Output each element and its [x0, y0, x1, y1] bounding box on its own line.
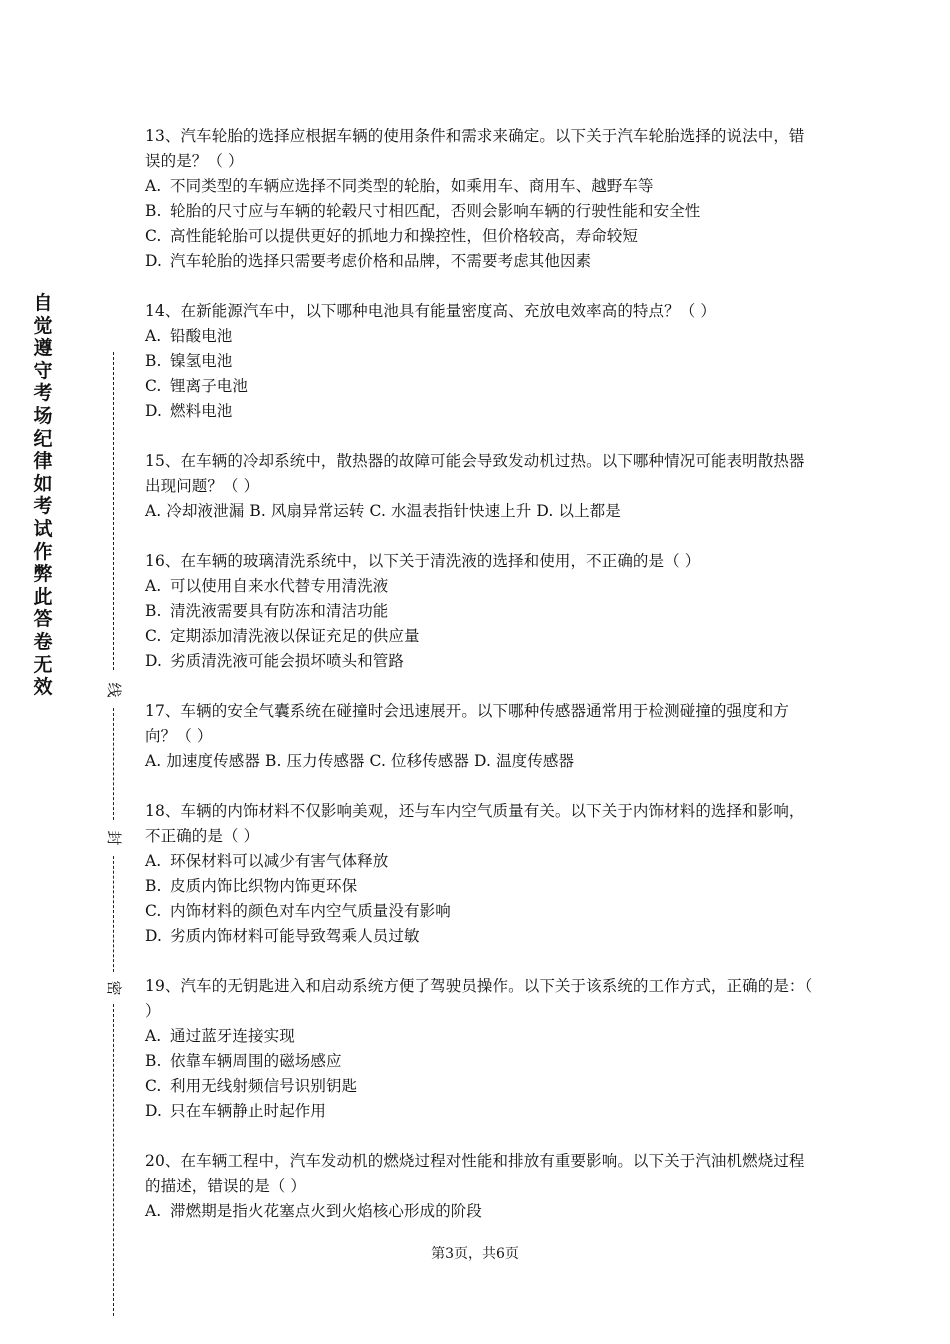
- binding-line-segment: [113, 708, 114, 820]
- option-b: [145, 1049, 820, 1074]
- option-letter: D.: [145, 927, 163, 945]
- option-c: [145, 224, 820, 249]
- option-text: 内饰材料的颜色对车内空气质量没有影响: [170, 902, 451, 920]
- question-14: [145, 299, 820, 424]
- option-text: 皮质内饰比织物内饰更环保: [170, 877, 358, 895]
- option-c: [145, 1074, 820, 1099]
- option-d: [145, 924, 820, 949]
- option-letter: C.: [145, 902, 162, 920]
- option-text: 铅酸电池: [170, 327, 233, 345]
- option-c: [145, 624, 820, 649]
- option-b: [145, 199, 820, 224]
- binding-line-segment: [113, 1004, 114, 1316]
- question-stem: 17、车辆的安全气囊系统在碰撞时会迅速展开。以下哪种传感器通常用于检测碰撞的强度和方向？（ ）: [145, 702, 789, 745]
- option-text: 轮胎的尺寸应与车辆的轮毂尺寸相匹配，否则会影响车辆的行驶性能和安全性: [170, 202, 701, 220]
- option-letter: A.: [145, 1202, 162, 1220]
- option-text: 环保材料可以减少有害气体释放: [170, 852, 389, 870]
- option-letter: D.: [145, 252, 163, 270]
- option-letter: A.: [145, 327, 162, 345]
- question-15: [145, 449, 820, 524]
- option-letter: A.: [145, 1027, 162, 1045]
- exam-discipline-notice: 自觉遵守考场纪律如考试作弊此答卷无效: [33, 292, 53, 699]
- binding-mark-mi: 密: [105, 980, 123, 996]
- option-letter: A.: [145, 577, 162, 595]
- option-text: 利用无线射频信号识别钥匙: [170, 1077, 358, 1095]
- binding-line-segment: [113, 856, 114, 972]
- option-text: 劣质清洗液可能会损坏喷头和管路: [170, 652, 405, 670]
- question-stem: 15、在车辆的冷却系统中，散热器的故障可能会导致发动机过热。以下哪种情况可能表明散热器出现问题？（ ）: [145, 452, 805, 495]
- option-c: [145, 899, 820, 924]
- question-13: [145, 124, 820, 274]
- question-16: [145, 549, 820, 674]
- option-c: [145, 374, 820, 399]
- option-letter: C.: [145, 627, 162, 645]
- inline-options: A. 加速度传感器 B. 压力传感器 C. 位移传感器 D. 温度传感器: [145, 752, 575, 770]
- option-b: [145, 874, 820, 899]
- option-b: [145, 349, 820, 374]
- option-letter: A.: [145, 852, 162, 870]
- option-letter: D.: [145, 1102, 163, 1120]
- inline-options: A. 冷却液泄漏 B. 风扇异常运转 C. 水温表指针快速上升 D. 以上都是: [145, 502, 621, 520]
- option-text: 清洗液需要具有防冻和清洁功能: [170, 602, 389, 620]
- question-stem: 14、在新能源汽车中，以下哪种电池具有能量密度高、充放电效率高的特点？（ ）: [145, 302, 716, 320]
- option-text: 依靠车辆周围的磁场感应: [170, 1052, 342, 1070]
- option-letter: D.: [145, 402, 163, 420]
- option-a: [145, 849, 820, 874]
- option-text: 通过蓝牙连接实现: [170, 1027, 295, 1045]
- option-d: [145, 649, 820, 674]
- option-text: 汽车轮胎的选择只需要考虑价格和品牌，不需要考虑其他因素: [170, 252, 592, 270]
- binding-mark-xian: 线: [105, 682, 123, 698]
- option-text: 高性能轮胎可以提供更好的抓地力和操控性，但价格较高，寿命较短: [170, 227, 639, 245]
- option-letter: B.: [145, 352, 162, 370]
- option-text: 滞燃期是指火花塞点火到火焰核心形成的阶段: [170, 1202, 483, 1220]
- question-20: [145, 1149, 820, 1224]
- page-number: 第3页，共6页: [431, 1246, 519, 1262]
- question-stem: 16、在车辆的玻璃清洗系统中，以下关于清洗液的选择和使用，不正确的是（ ）: [145, 552, 701, 570]
- option-text: 不同类型的车辆应选择不同类型的轮胎，如乘用车、商用车、越野车等: [170, 177, 654, 195]
- option-d: [145, 399, 820, 424]
- option-a: [145, 324, 820, 349]
- option-text: 锂离子电池: [170, 377, 249, 395]
- option-b: [145, 599, 820, 624]
- question-19: [145, 974, 820, 1124]
- question-stem: 19、汽车的无钥匙进入和启动系统方便了驾驶员操作。以下关于该系统的工作方式，正确的是：（ ）: [145, 977, 813, 1020]
- question-17: [145, 699, 820, 774]
- option-a: [145, 174, 820, 199]
- option-a: [145, 574, 820, 599]
- option-letter: A.: [145, 177, 162, 195]
- option-text: 镍氢电池: [170, 352, 233, 370]
- option-a: [145, 1199, 820, 1224]
- question-list: [145, 124, 820, 1249]
- option-letter: B.: [145, 602, 162, 620]
- option-text: 只在车辆静止时起作用: [170, 1102, 327, 1120]
- option-letter: C.: [145, 377, 162, 395]
- option-text: 燃料电池: [170, 402, 233, 420]
- option-letter: D.: [145, 652, 163, 670]
- option-text: 定期添加清洗液以保证充足的供应量: [170, 627, 420, 645]
- option-d: [145, 249, 820, 274]
- option-a: [145, 1024, 820, 1049]
- binding-line-segment: [113, 352, 114, 670]
- option-letter: C.: [145, 1077, 162, 1095]
- question-18: [145, 799, 820, 949]
- option-text: 可以使用自来水代替专用清洗液: [170, 577, 389, 595]
- binding-mark-feng: 封: [105, 830, 123, 846]
- option-letter: B.: [145, 1052, 162, 1070]
- option-letter: B.: [145, 202, 162, 220]
- question-stem: 20、在车辆工程中，汽车发动机的燃烧过程对性能和排放有重要影响。以下关于汽油机燃烧过程的描述，错误的是（ ）: [145, 1152, 805, 1195]
- option-text: 劣质内饰材料可能导致驾乘人员过敏: [170, 927, 420, 945]
- option-letter: B.: [145, 877, 162, 895]
- question-stem: 13、汽车轮胎的选择应根据车辆的使用条件和需求来确定。以下关于汽车轮胎选择的说法中，错误的是？（ ）: [145, 127, 805, 170]
- option-letter: C.: [145, 227, 162, 245]
- question-stem: 18、车辆的内饰材料不仅影响美观，还与车内空气质量有关。以下关于内饰材料的选择和影响，不正确的是（ ）: [145, 802, 805, 845]
- option-d: [145, 1099, 820, 1124]
